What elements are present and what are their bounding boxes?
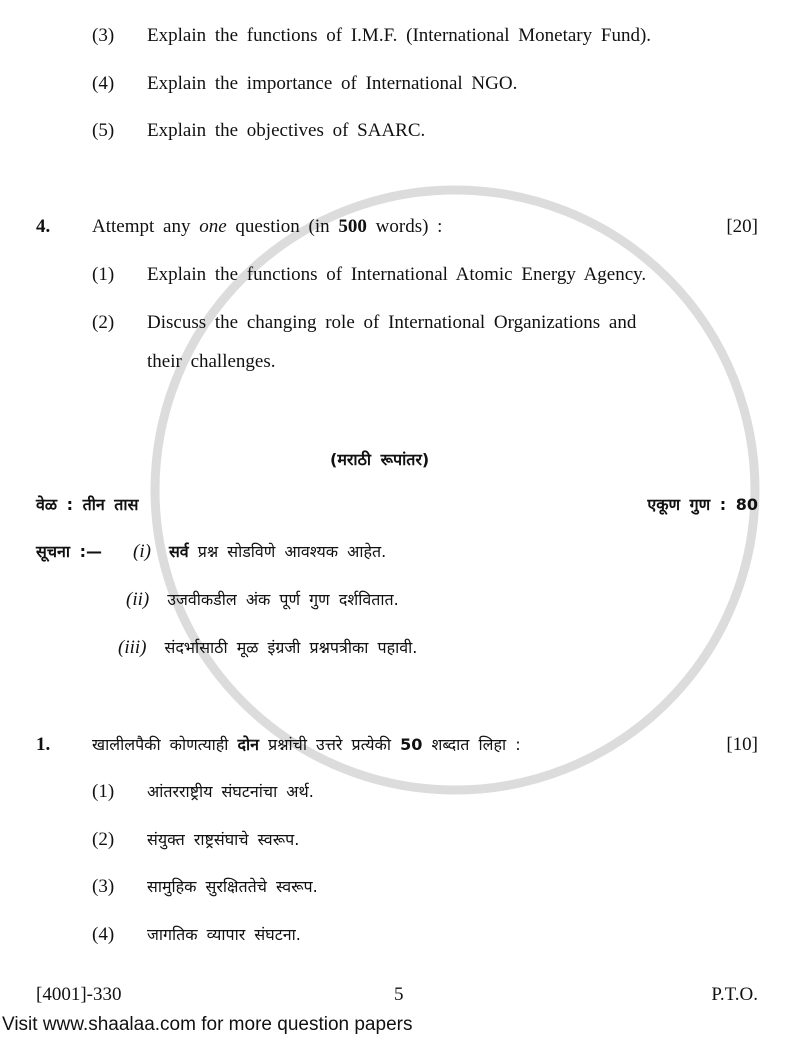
question-3-item-4 bbox=[92, 73, 518, 95]
question-4-item-1: (1) Explain the functions of International Atomic Energy Agency. bbox=[92, 264, 647, 285]
item-number: (3) bbox=[92, 25, 115, 46]
item-number: (5) bbox=[92, 120, 115, 141]
question-1-item-1: (1) आंतरराष्ट्रीय संघटनांचा अर्थ. bbox=[92, 781, 314, 802]
page-number: 5 bbox=[394, 984, 404, 1005]
question-1-number: 1. bbox=[36, 734, 51, 755]
instruction-1: (i) सर्व प्रश्न सोडविणे आवश्यक आहेत. bbox=[133, 541, 387, 562]
question-1-item-2: (2) संयुक्त राष्ट्रसंघाचे स्वरूप. bbox=[92, 829, 300, 850]
item-text: Explain the importance of International NGO. bbox=[147, 73, 518, 94]
question-4-number: 4. bbox=[36, 216, 51, 237]
item-number: (4) bbox=[92, 73, 115, 94]
instruction-2: (ii) उजवीकडील अंक पूर्ण गुण दर्शवितात. bbox=[126, 589, 399, 610]
question-3-item-3 bbox=[92, 25, 652, 47]
question-1-item-3: (3) सामुहिक सुरक्षिततेचे स्वरूप. bbox=[92, 876, 318, 897]
question-1-item-4: (4) जागतिक व्यापार संघटना. bbox=[92, 924, 301, 945]
instruction-3: (iii) संदर्भासाठी मूळ इंग्रजी प्रश्नपत्रीका पहावी. bbox=[118, 637, 418, 658]
time-label: वेळ : तीन तास bbox=[36, 495, 139, 514]
question-4-marks: [20] bbox=[726, 216, 758, 237]
total-marks-label: एकूण गुण : 80 bbox=[647, 495, 758, 514]
marathi-title: (मराठी रूपांतर) bbox=[330, 450, 430, 469]
instructions-label: सूचना :— bbox=[36, 542, 102, 561]
question-4-prompt: Attempt any one question (in 500 words) : bbox=[92, 216, 443, 237]
question-4-item-2: (2) Discuss the changing role of International Organizations and bbox=[92, 312, 637, 333]
item-text: Explain the functions of I.M.F. (International Monetary Fund). bbox=[147, 25, 652, 46]
pto-label: P.T.O. bbox=[711, 984, 758, 1005]
shaalaa-visit-link[interactable]: Visit www.shaalaa.com for more question papers bbox=[2, 1014, 413, 1035]
paper-code: [4001]-330 bbox=[36, 984, 122, 1005]
question-3-item-5 bbox=[92, 120, 426, 142]
question-4-item-2-cont: their challenges. bbox=[147, 351, 276, 372]
item-text: Explain the objectives of SAARC. bbox=[147, 120, 426, 141]
question-1-prompt: खालीलपैकी कोणत्याही दोन प्रश्नांची उत्तरे प्रत्येकी 50 शब्दात लिहा : bbox=[92, 735, 521, 754]
question-1-marks: [10] bbox=[726, 734, 758, 755]
